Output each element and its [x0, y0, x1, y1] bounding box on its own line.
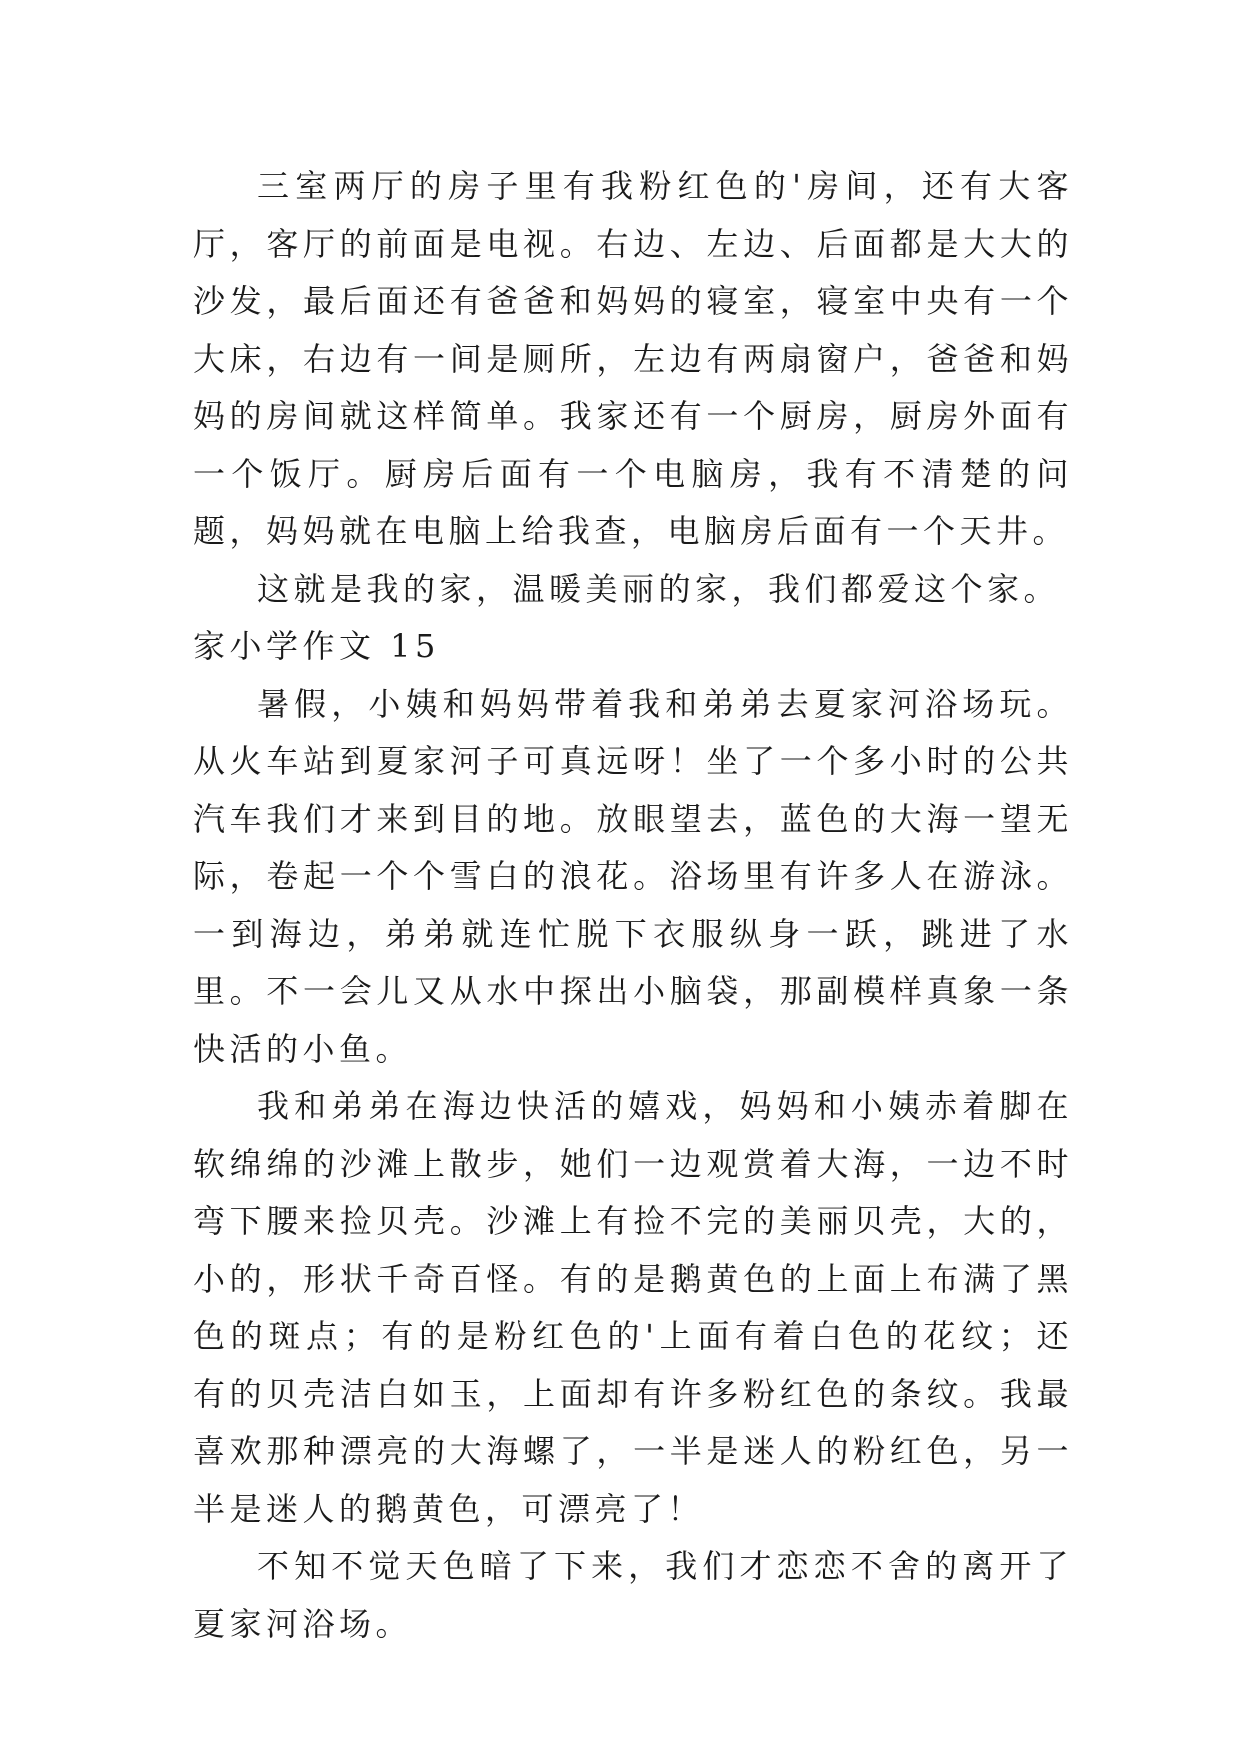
paragraph-home-conclusion: 这就是我的家，温暖美丽的家，我们都爱这个家。 — [257, 569, 1061, 608]
paragraph-beach-trip: 暑假，小姨和妈妈带着我和弟弟去夏家河浴场玩。从火车站到夏家河子可真远呀！坐了一个多小时的公共汽车我们才来到目的地。放眼望去，蓝色的大海一望无际，卷起一个个雪白的浪花。浴场里有许多人在游泳。一到海边，弟弟就连忙脱下衣服纵身一跃，跳进了水里。不一会儿又从水中探出小脑袋，那副模样真象一条快活的小鱼。 — [193, 684, 1073, 1068]
section-heading: 家小学作文 15 — [193, 627, 440, 665]
document-body — [193, 158, 1073, 1653]
paragraph-home-rooms: 三室两厅的房子里有我粉红色的'房间，还有大客厅，客厅的前面是电视。右边、左边、后面都是大大的沙发，最后面还有爸爸和妈妈的寝室，寝室中央有一个大床，右边有一间是厕所，左边有两扇窗户，爸爸和妈妈的房间就这样简单。我家还有一个厨房，厨房外面有一个饭厅。厨房后面有一个电脑房，我有不清楚的问题，妈妈就在电脑上给我查，电脑房后面有一个天井。 — [193, 167, 1073, 550]
paragraph-seashells: 我和弟弟在海边快活的嬉戏，妈妈和小姨赤着脚在软绵绵的沙滩上散步，她们一边观赏着大海，一边不时弯下腰来捡贝壳。沙滩上有捡不完的美丽贝壳，大的，小的，形状千奇百怪。有的是鹅黄色的上面上布满了黑色的斑点；有的是粉红色的'上面有着白色的花纹；还有的贝壳洁白如玉，上面却有许多粉红色的条纹。我最喜欢那种漂亮的大海螺了，一半是迷人的粉红色，另一半是迷人的鹅黄色，可漂亮了！ — [193, 1087, 1073, 1528]
paragraph-leaving: 不知不觉天色暗了下来，我们才恋恋不舍的离开了夏家河浴场。 — [193, 1547, 1073, 1643]
